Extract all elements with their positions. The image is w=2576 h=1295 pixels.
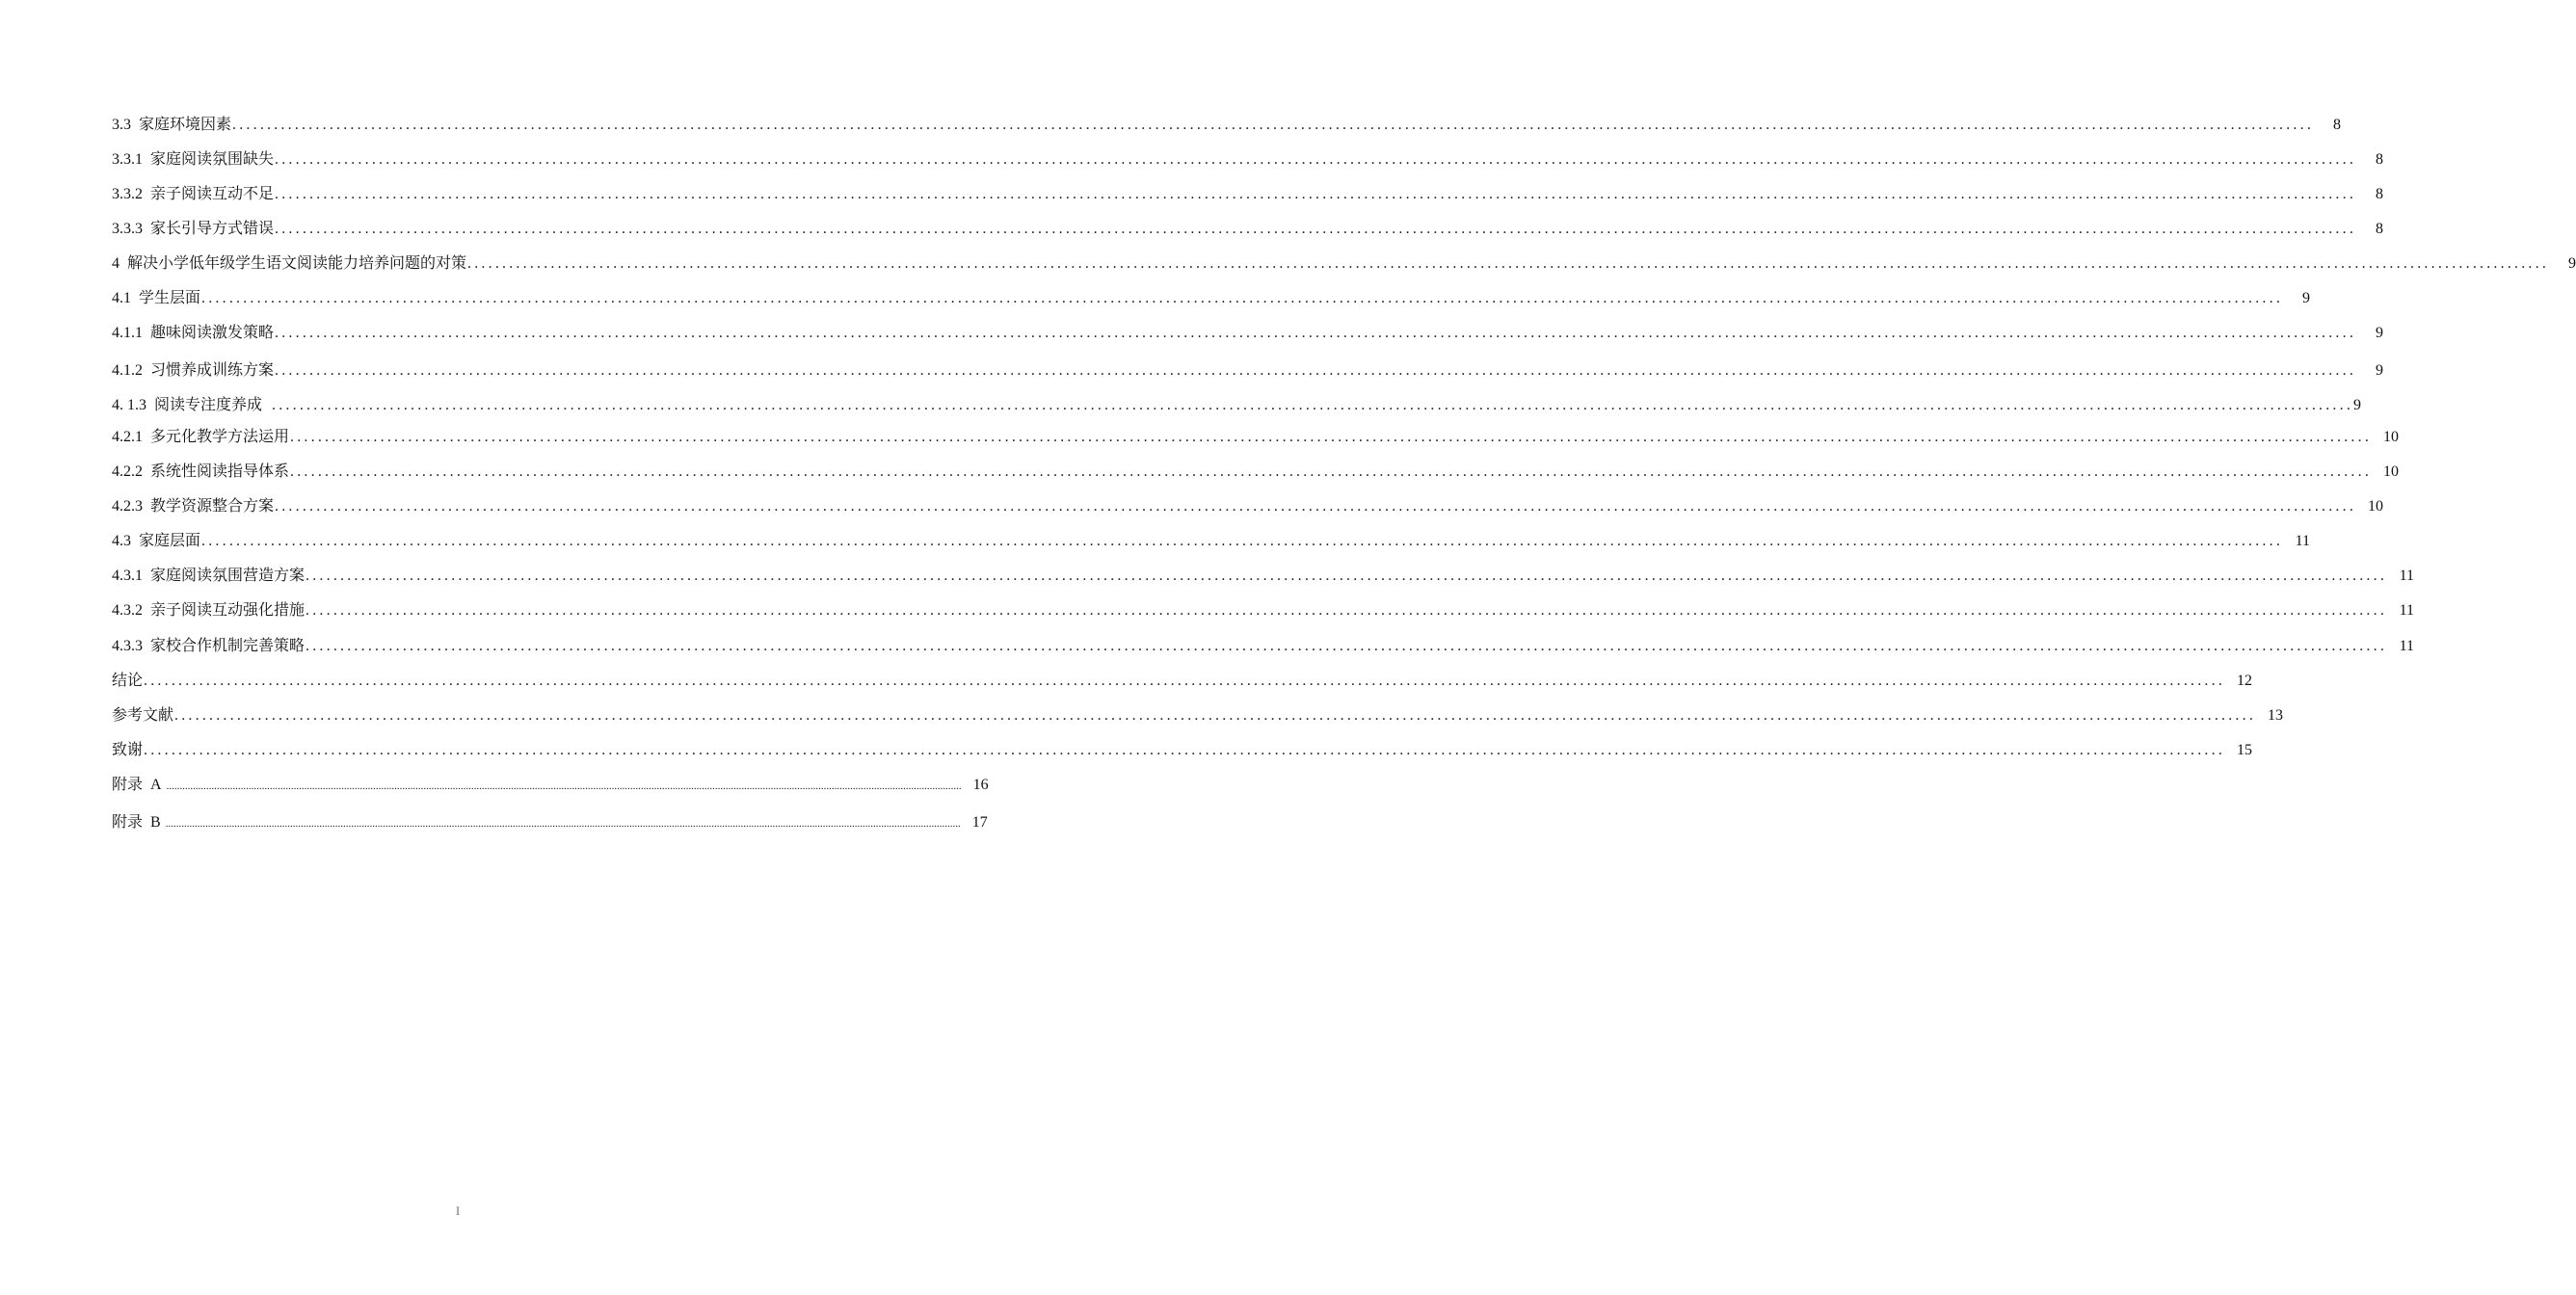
toc-entry-page: 11 — [2295, 533, 2311, 549]
toc-entry-number: 4.1.1 — [112, 325, 143, 341]
toc-entry-number: 附录 — [112, 814, 144, 831]
toc-dot-leader: ............................................................................................................................................................................................................................................................................................................ — [275, 362, 2357, 379]
toc-entry-title — [112, 599, 305, 622]
toc-entry-title — [112, 704, 173, 727]
toc-entry-4-3-3[interactable] — [112, 635, 2415, 658]
toc-entry-4-3[interactable] — [112, 530, 2311, 553]
toc-dot-leader: ............................................................................................................................................................................................................................................................................................................ — [275, 325, 2357, 341]
toc-entry-number: 4.3.2 — [112, 602, 143, 619]
toc-entry-text: 趣味阅读激发策略 — [150, 325, 275, 341]
toc-dot-leader: ............................................................................................................................................................................................................................................................................................................ — [144, 673, 2226, 689]
toc-entry-page: 16 — [972, 777, 989, 793]
toc-entry-page: 9 — [2376, 362, 2384, 379]
toc-entry-text: 家庭层面 — [139, 533, 201, 549]
toc-entry-title — [112, 670, 143, 693]
toc-entry-page: 11 — [2399, 638, 2415, 654]
toc-entry-title — [112, 148, 274, 172]
toc-dot-leader: ............................................................................................................................................................................................................................................................................................................ — [201, 533, 2284, 549]
toc-entry-page: 9 — [2353, 397, 2362, 413]
toc-entry-text: 结论 — [112, 673, 144, 689]
toc-entry-text: B — [150, 814, 161, 831]
toc-entry-number: 4.3.1 — [112, 568, 143, 584]
toc-entry-title — [112, 495, 274, 518]
toc-entry-3-3[interactable] — [112, 114, 2342, 137]
toc-dot-leader: ............................................................................................................................................................................................................................................................................................................ — [305, 568, 2388, 584]
toc-entry-references[interactable] — [112, 704, 2284, 727]
toc-entry-title — [112, 426, 289, 449]
toc-entry-title — [112, 811, 161, 834]
toc-dot-leader: ............................................................................................................................................................................................................................................................................................................ — [467, 255, 2550, 272]
toc-entry-page: 11 — [2399, 568, 2415, 584]
toc-entry-text: 参考文献 — [112, 707, 174, 724]
toc-entry-number: 3.3.1 — [112, 151, 143, 168]
toc-dot-leader: ............................................................................................................................................................................................................................................................................................................ — [165, 818, 961, 830]
toc-entry-title — [112, 739, 143, 762]
toc-entry-text: 家长引导方式错误 — [150, 221, 275, 237]
toc-entry-text: A — [150, 777, 162, 793]
toc-dot-leader: ............................................................................................................................................................................................................................................................................................................ — [144, 742, 2226, 758]
toc-entry-3-3-1[interactable] — [112, 148, 2384, 172]
toc-entry-number: 4 — [112, 255, 120, 272]
toc-entry-number: 3.3.3 — [112, 221, 143, 237]
toc-entry-text: 学生层面 — [139, 290, 201, 306]
toc-entry-title — [112, 530, 200, 553]
toc-entry-title — [112, 287, 200, 310]
toc-entry-page: 11 — [2399, 602, 2415, 619]
toc-entry-text: 多元化教学方法运用 — [150, 429, 290, 445]
toc-entry-text: 教学资源整合方案 — [150, 498, 275, 515]
toc-dot-leader: ............................................................................................................................................................................................................................................................................................................ — [275, 221, 2357, 237]
toc-entry-4-1-2[interactable] — [112, 359, 2384, 383]
toc-dot-leader: ............................................................................................................................................................................................................................................................................................................ — [305, 602, 2388, 619]
toc-entry-page: 12 — [2237, 673, 2253, 689]
toc-dot-leader: ............................................................................................................................................................................................................................................................................................................ — [174, 707, 2257, 724]
toc-entry-appendix-a[interactable] — [112, 774, 989, 797]
toc-entry-text: 家庭阅读氛围缺失 — [150, 151, 275, 168]
toc-entry-number: 4.1.2 — [112, 362, 143, 379]
toc-entry-page: 9 — [2376, 325, 2384, 341]
toc-entry-acknowledgements[interactable] — [112, 739, 2253, 762]
toc-entry-title — [112, 359, 274, 383]
toc-dot-leader: ............................................................................................................................................................................................................................................................................................................ — [275, 151, 2357, 168]
toc-entry-text: 亲子阅读互动强化措施 — [150, 602, 305, 619]
toc-entry-page: 10 — [2383, 463, 2400, 480]
toc-dot-leader: ............................................................................................................................................................................................................................................................................................................ — [305, 638, 2388, 654]
toc-entry-number: 4.2.3 — [112, 498, 143, 515]
toc-entry-title — [112, 252, 466, 276]
toc-entry-number: 4.3.3 — [112, 638, 143, 654]
toc-dot-leader: ............................................................................................................................................................................................................................................................................................................ — [275, 498, 2357, 515]
toc-entry-4-3-1[interactable] — [112, 565, 2415, 588]
toc-entry-page: 8 — [2333, 117, 2342, 133]
toc-dot-leader: ............................................................................................................................................................................................................................................................................................................ — [201, 290, 2284, 306]
toc-entry-appendix-b[interactable] — [112, 811, 988, 834]
toc-entry-number: 4.3 — [112, 533, 131, 549]
toc-dot-leader: ............................................................................................................................................................................................................................................................................................................ — [290, 429, 2373, 445]
toc-entry-4-2-3[interactable] — [112, 495, 2384, 518]
toc-entry-4[interactable] — [112, 252, 2576, 276]
toc-entry-number: 附录 — [112, 777, 144, 793]
toc-entry-page: 8 — [2376, 221, 2384, 237]
toc-entry-page: 10 — [2383, 429, 2400, 445]
toc-entry-4-2-1[interactable] — [112, 426, 2400, 449]
toc-entry-3-3-2[interactable] — [112, 183, 2384, 206]
page-number-footer: I — [455, 1203, 461, 1218]
toc-entry-number: 4.2.1 — [112, 429, 143, 445]
toc-dot-leader: ............................................................................................................................................................................................................................................................................................................ — [232, 117, 2315, 133]
toc-entry-text: 家庭阅读氛围营造方案 — [150, 568, 305, 584]
toc-entry-text: 致谢 — [112, 742, 144, 758]
toc-entry-page: 17 — [971, 814, 988, 831]
toc-entry-page: 10 — [2368, 498, 2384, 515]
toc-entry-title — [112, 218, 274, 241]
toc-entry-number: 4.2.2 — [112, 463, 143, 480]
toc-entry-number: 4. 1.3 — [112, 397, 146, 413]
toc-entry-text: 解决小学低年级学生语文阅读能力培养问题的对策 — [127, 255, 467, 272]
toc-entry-title — [112, 183, 274, 206]
toc-entry-conclusion[interactable] — [112, 670, 2253, 693]
toc-entry-title — [112, 635, 305, 658]
toc-entry-text: 家校合作机制完善策略 — [150, 638, 305, 654]
toc-entry-text: 习惯养成训练方案 — [150, 362, 275, 379]
toc-entry-4-1-3[interactable] — [112, 394, 2362, 417]
toc-entry-page: 13 — [2268, 707, 2284, 724]
toc-entry-page: 8 — [2376, 151, 2384, 168]
toc-dot-leader: ............................................................................................................................................................................................................................................................................................................ — [290, 463, 2373, 480]
toc-entry-4-1-1[interactable] — [112, 322, 2384, 345]
toc-entry-page: 9 — [2302, 290, 2311, 306]
toc-dot-leader: ............................................................................................................................................................................................................................................................................................................ — [275, 186, 2357, 202]
toc-dot-leader: ............................................................................................................................................................................................................................................................................................................ — [272, 397, 2354, 413]
toc-entry-4-1[interactable] — [112, 287, 2311, 310]
toc-entry-text: 亲子阅读互动不足 — [150, 186, 275, 202]
toc-entry-title — [112, 461, 289, 484]
toc-entry-title — [112, 114, 231, 137]
toc-dot-leader: ............................................................................................................................................................................................................................................................................................................ — [166, 780, 962, 792]
toc-entry-page: 8 — [2376, 186, 2384, 202]
toc-entry-text: 家庭环境因素 — [139, 117, 232, 133]
toc-entry-number: 4.1 — [112, 290, 131, 306]
toc-entry-text: 系统性阅读指导体系 — [150, 463, 290, 480]
toc-entry-text: 阅读专注度养成 — [154, 397, 263, 413]
toc-entry-title — [112, 322, 274, 345]
toc-entry-title — [112, 565, 305, 588]
toc-entry-page: 15 — [2237, 742, 2253, 758]
toc-entry-title — [112, 774, 162, 797]
toc-entry-4-3-2[interactable] — [112, 599, 2415, 622]
toc-entry-3-3-3[interactable] — [112, 218, 2384, 241]
toc-entry-4-2-2[interactable] — [112, 461, 2400, 484]
toc-entry-page: 9 — [2568, 255, 2576, 272]
toc-entry-number: 3.3 — [112, 117, 131, 133]
toc-entry-title — [112, 394, 262, 417]
toc-entry-number: 3.3.2 — [112, 186, 143, 202]
